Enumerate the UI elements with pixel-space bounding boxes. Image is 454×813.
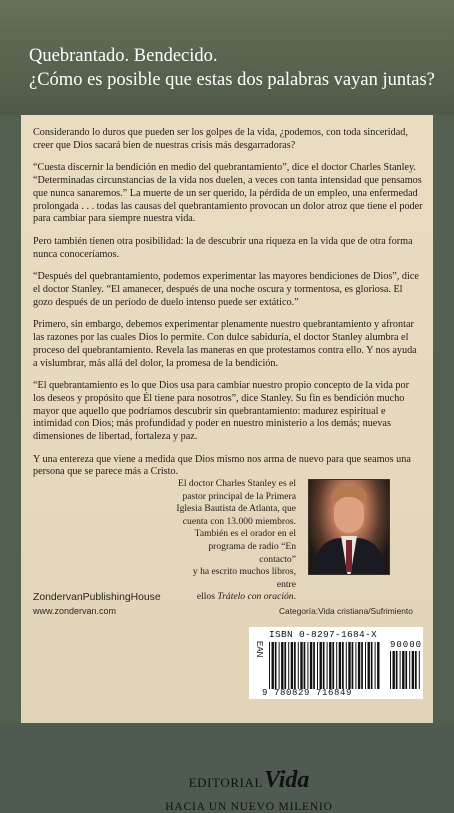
barcode-bar [402,651,404,689]
bio-line: programa de radio “En contacto” [208,540,296,565]
paragraph: Pero también tienen otra posibilidad: la de descubrir una riqueza en la vida que de otra forma nunca conoceríamos. [33,235,413,260]
barcode-bar [310,642,312,689]
tagline: HACIA UN NUEVO MILENIO [165,801,333,813]
barcode-bar [300,642,302,689]
addon-barcode [390,651,420,689]
bio-line-prefix: ellos [196,591,218,603]
paragraph: “El quebrantamiento es lo que Dios usa para cambiar nuestro propio concepto de la vida por los deseos y propósito que Él tiene para nosotros”, dice Stanley. Su fin es bendición mucho mayor que aquello que podríamos descubrir sin quebrantamiento: madurez espiritual e intimidad con Dios; más profundidad y poder en nuestro ministerio a los demás; nuevas dimensiones de libertad, fortaleza y paz. [33,380,409,443]
author-photo [308,479,390,575]
bio-line: cuenta con 13.000 miembros. [182,515,296,527]
barcode-bar [368,642,370,689]
barcode-bar [405,651,407,689]
paragraph: Considerando lo duros que pueden ser los golpes de la vida, ¿podemos, con toda sinceridad, creer que Dios sacará bien de nuestras crisis más desgarradoras? [33,127,408,151]
text-panel [21,115,433,813]
barcode-bar [323,642,325,689]
barcode-bar [412,651,414,689]
barcode-bar [291,642,293,689]
headline-line-2: ¿Cómo es posible que estas dos palabras vayan juntas? [29,70,435,90]
synopsis [33,127,423,489]
headline-line-1: Quebrantado. Bendecido. [29,46,218,66]
barcode-bar [390,651,391,689]
barcode-bar [320,642,322,689]
barcode-bar [317,642,318,689]
barcode-digits: 9 780829 716849 [262,688,353,698]
barcode-bar [371,642,373,689]
book-title: Trátelo con oración [217,591,294,603]
cover-header [0,0,454,115]
author-bio [176,478,296,604]
barcode-bar [304,642,306,689]
barcode-bar [396,651,398,689]
barcode [269,642,381,689]
barcode-bar [361,642,363,689]
barcode-bar [346,642,347,689]
barcode-bar [342,642,344,689]
barcode-bar [352,642,354,689]
paragraph: Primero, sin embargo, debemos experimentar plenamente nuestro quebrantamiento y afrontar las razones por las cuales Dios lo permite. Con dulce sabiduría, el doctor Stanley alumbra el proceso del quebrantamiento. Revela las maneras en que protestamos contra ello. Y nos ayuda a vislumbrar, más allá del dolor, la promesa de la bendición. [33,319,417,369]
barcode-bar [393,651,395,689]
barcode-bar [313,642,315,689]
isbn-label: ISBN 0-8297-1684-X [269,629,378,640]
barcode-bar [375,642,376,689]
barcode-bar [415,651,417,689]
barcode-bar [332,642,334,689]
barcode-bar [339,642,341,689]
barcode-bar [307,642,308,689]
barcode-bar [365,642,366,689]
barcode-bar [355,642,356,689]
headline [29,44,435,92]
addon-digits: 90000 [390,640,423,650]
barcode-bar [294,642,296,689]
barcode-bar [358,642,360,689]
barcode-bar [336,642,337,689]
barcode-bar [348,642,350,689]
barcode-bar [288,642,289,689]
barcode-bar [327,642,328,689]
bio-line: El doctor Charles Stanley es el [177,478,296,489]
logo-vida-text: Vida [264,767,310,793]
barcode-bar [377,642,379,689]
ean-label: EAN [255,641,264,658]
bio-line-suffix: . [293,591,296,603]
paragraph: “Cuesta discernir la bendición en medio del quebrantamiento”, dice el doctor Charles Stanley. “Determinadas circunstancias de la vida nos duelen, a veces con tanta intensidad que pensamos que nunca sanaremos.” La muerte de un ser querido, la pérdida de un empleo, una enfermedad prolongada . . . todas las causas del quebrantamiento provocan un dolor atroz que tiene el poder para cambiar para siempre nuestra vida. [33,162,423,225]
barcode-bar [298,642,299,689]
publisher-website: www.zondervan.com [33,606,117,616]
barcode-bar [279,642,280,689]
paragraph: “Después del quebrantamiento, podemos experimentar las mayores bendiciones de Dios”, dice el doctor Stanley. “El amanecer, después de una noche oscura y tormentosa, es gloriosa. El gozo después de un período de duelo intenso puede ser extático.” [33,271,419,308]
category-label: Categoría:Vida cristiana/Sufrimiento [279,606,413,616]
barcode-bar [419,651,420,689]
barcode-bar [281,642,283,689]
isbn-barcode-block [249,627,423,699]
editorial-vida-logo [154,767,344,801]
bio-line: También es el orador en el [194,528,296,540]
bio-line: pastor principal de la Primera [182,490,296,502]
barcode-bar [272,642,274,689]
barcode-bar [275,642,277,689]
barcode-bar [269,642,270,689]
barcode-bar [329,642,331,689]
barcode-bar [400,651,401,689]
publisher-name: ZondervanPublishingHouse [33,592,161,603]
bio-line: y ha escrito muchos libros, entre [192,566,296,590]
bio-line: Iglesia Bautista de Atlanta, que [176,503,296,515]
barcode-bar [284,642,286,689]
barcode-bar [409,651,410,689]
paragraph: Y una entereza que viene a medida que Dios mismo nos arma de nuevo para que seamos una persona que se parece más a Cristo. [33,453,411,478]
logo-editorial-text: EDITORIAL [188,775,264,790]
